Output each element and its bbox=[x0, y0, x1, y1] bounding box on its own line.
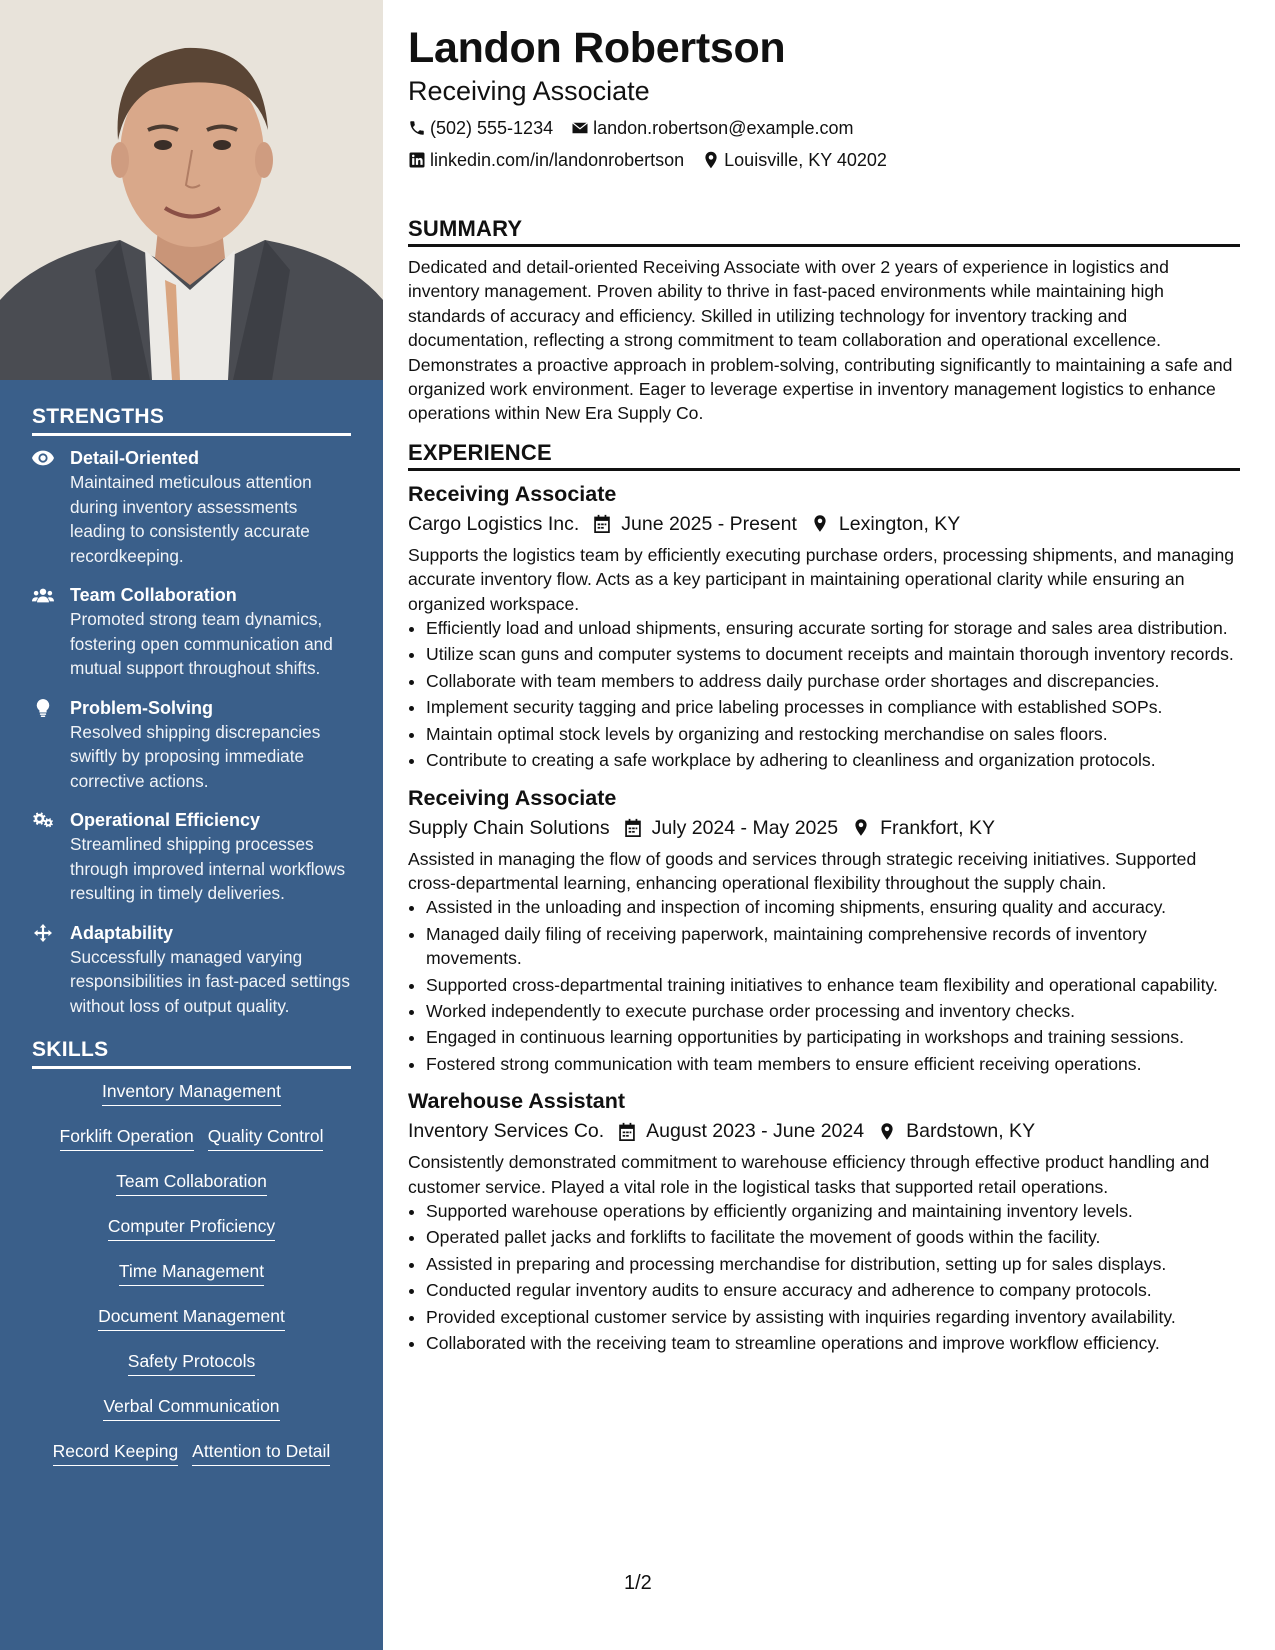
strength-title: Detail-Oriented bbox=[70, 448, 200, 468]
list-item: • Operated pallet jacks and forklifts to facilitate the movement of goods within the facility. bbox=[426, 1225, 1240, 1249]
strength-title: Adaptability bbox=[70, 922, 174, 943]
skill-tag: Attention to Detail bbox=[192, 1439, 330, 1466]
job-dates: July 2024 - May 2025 bbox=[651, 816, 839, 839]
location-text: Louisville, KY 40202 bbox=[724, 150, 887, 170]
job-meta bbox=[408, 1116, 1240, 1146]
summary-text: Dedicated and detail-oriented Receiving Associate with over 2 years of experience in logistics and inventory management. Proven ability to thrive in fast-paced environments while maintaining high standards of accuracy and efficiency. Skilled in utilizing technology for inventory tracking and documentation, reflecting a strong commitment to team collaboration and operational excellence. Demonstrates a proactive approach in problem-solving, contributing significantly to maintaining a safe and organized work environment. Eager to leverage expertise in inventory management logistics to enhance operations within New Era Supply Co. bbox=[408, 257, 1233, 424]
list-item: • Assisted in the unloading and inspection of incoming shipments, ensuring quality and accuracy. bbox=[426, 895, 1240, 919]
skills-section bbox=[32, 1038, 351, 1484]
gears-icon bbox=[32, 808, 70, 906]
list-item: • Supported warehouse operations by efficiently organizing and maintaining inventory levels. bbox=[426, 1199, 1240, 1223]
sidebar bbox=[0, 0, 383, 1650]
skills-heading: SKILLS bbox=[32, 1038, 351, 1069]
strengths-heading: STRENGTHS bbox=[32, 405, 351, 436]
main-content bbox=[408, 22, 1240, 1365]
skill-tag: Forklift Operation bbox=[60, 1124, 194, 1151]
summary-heading: SUMMARY bbox=[408, 216, 1240, 247]
job-description: Consistently demonstrated commitment to warehouse efficiency through effective product handling and customer service. Played a vital role in the logistical tasks that supported retail operations. bbox=[408, 1152, 1210, 1197]
linkedin-icon bbox=[408, 151, 426, 169]
phone-text[interactable]: (502) 555-1234 bbox=[430, 118, 554, 138]
job-bullets bbox=[408, 1199, 1240, 1355]
job-description: Assisted in managing the flow of goods and services through strategic receiving initiatives. Supported cross-departmental learning, enhancing operational flexibility throughout the supply chain. bbox=[408, 848, 1197, 893]
list-item: • Collaborate with team members to address daily purchase order shortages and discrepancies. bbox=[426, 669, 1240, 693]
list-item: • Utilize scan guns and computer systems to document receipts and maintain thorough inventory records. bbox=[426, 642, 1240, 666]
list-item: • Efficiently load and unload shipments, ensuring accurate sorting for storage and sales area distribution. bbox=[426, 616, 1240, 640]
job-entry bbox=[408, 1086, 1240, 1355]
skill-tag: Inventory Management bbox=[102, 1079, 281, 1106]
skill-tag: Computer Proficiency bbox=[108, 1214, 275, 1241]
map-pin-icon bbox=[878, 1122, 896, 1141]
job-title: Receiving Associate bbox=[408, 481, 617, 506]
envelope-icon bbox=[571, 119, 589, 137]
skill-tag: Quality Control bbox=[208, 1124, 324, 1151]
strength-desc: Promoted strong team dynamics, fostering open communication and mutual support throughout shifts. bbox=[70, 609, 333, 678]
experience-section bbox=[408, 440, 1240, 1356]
job-entry bbox=[408, 479, 1240, 773]
skill-tag: Record Keeping bbox=[53, 1439, 179, 1466]
experience-heading: EXPERIENCE bbox=[408, 440, 1240, 471]
list-item: • Implement security tagging and price labeling processes in compliance with established SOPs. bbox=[426, 695, 1240, 719]
strength-desc: Streamlined shipping processes through improved internal workflows resulting in timely deliveries. bbox=[70, 834, 346, 903]
calendar-icon bbox=[618, 1122, 636, 1141]
map-pin-icon bbox=[702, 151, 720, 169]
summary-section bbox=[408, 216, 1240, 426]
strength-desc: Resolved shipping discrepancies swiftly by proposing immediate corrective actions. bbox=[70, 721, 321, 791]
list-item: • Provided exceptional customer service by assisting with inquiries regarding inventory availability. bbox=[426, 1305, 1240, 1329]
list-item: • Fostered strong communication with team members to ensure efficient receiving operations. bbox=[426, 1052, 1240, 1076]
skill-tag: Team Collaboration bbox=[116, 1169, 267, 1196]
job-bullets bbox=[408, 616, 1240, 772]
job-dates: August 2023 - June 2024 bbox=[646, 1120, 865, 1143]
profile-photo bbox=[0, 0, 383, 380]
list-item: • Engaged in continuous learning opportunities by participating in workshops and training sessions. bbox=[426, 1025, 1240, 1049]
job-description: Supports the logistics team by efficiently executing purchase orders, processing shipments, and managing accurate inventory flow. Acts as a key participant in maintaining operational clarity while ensuring an organized workspace. bbox=[408, 544, 1235, 614]
candidate-name: Landon Robertson bbox=[408, 24, 786, 72]
linkedin-link[interactable]: linkedin.com/in/landonrobertson bbox=[430, 150, 685, 170]
list-item: • Worked independently to execute purchase order processing and inventory checks. bbox=[426, 999, 1240, 1023]
users-icon bbox=[32, 583, 70, 681]
list-item: • Supported cross-departmental training initiatives to enhance team flexibility and operational capability. bbox=[426, 973, 1240, 997]
contact-row bbox=[408, 144, 1240, 176]
email-link[interactable]: landon.robertson@example.com bbox=[593, 118, 854, 138]
strength-item bbox=[32, 808, 351, 906]
job-title: Warehouse Assistant bbox=[408, 1089, 626, 1114]
list-item: • Conducted regular inventory audits to ensure accuracy and adherence to company protocols. bbox=[426, 1278, 1240, 1302]
job-dates: June 2025 - Present bbox=[621, 512, 797, 535]
strength-desc: Maintained meticulous attention during inventory assessments leading to consistently accurate recordkeeping. bbox=[70, 472, 312, 566]
strength-item bbox=[32, 446, 351, 568]
job-company: Supply Chain Solutions bbox=[408, 816, 610, 839]
page-number: 1/2 bbox=[624, 1572, 652, 1594]
job-entry bbox=[408, 783, 1240, 1077]
candidate-title: Receiving Associate bbox=[408, 76, 650, 106]
arrows-move-icon bbox=[32, 921, 70, 1019]
strength-title: Operational Efficiency bbox=[70, 810, 261, 830]
calendar-icon bbox=[593, 514, 611, 533]
job-meta bbox=[408, 509, 1240, 539]
list-item: • Maintain optimal stock levels by organizing and restocking merchandise on sales floors. bbox=[426, 722, 1240, 746]
map-pin-icon bbox=[852, 818, 870, 837]
strength-desc: Successfully managed varying responsibilities in fast-paced settings without loss of output quality. bbox=[70, 946, 350, 1016]
lightbulb-icon bbox=[32, 696, 70, 794]
job-location: Frankfort, KY bbox=[880, 816, 995, 839]
job-company: Inventory Services Co. bbox=[408, 1120, 605, 1143]
job-meta bbox=[408, 813, 1240, 843]
list-item: • Managed daily filing of receiving paperwork, maintaining comprehensive records of inventory movements. bbox=[426, 922, 1240, 971]
list-item: • Collaborated with the receiving team to streamline operations and improve workflow efficiency. bbox=[426, 1331, 1240, 1355]
skill-tag: Safety Protocols bbox=[128, 1349, 255, 1376]
job-company: Cargo Logistics Inc. bbox=[408, 512, 580, 535]
job-bullets bbox=[408, 895, 1240, 1076]
sidebar-content bbox=[32, 405, 351, 1484]
strength-title: Team Collaboration bbox=[70, 585, 237, 605]
skill-tag: Document Management bbox=[98, 1304, 285, 1331]
phone-icon bbox=[408, 119, 426, 137]
skill-tag: Time Management bbox=[119, 1259, 264, 1286]
job-location: Lexington, KY bbox=[838, 512, 961, 535]
calendar-icon bbox=[624, 818, 642, 837]
strength-item bbox=[32, 583, 351, 681]
map-pin-icon bbox=[811, 514, 829, 533]
contact-row bbox=[408, 112, 1240, 144]
eye-icon bbox=[32, 446, 70, 568]
list-item: • Assisted in preparing and processing merchandise for distribution, setting up for sales displays. bbox=[426, 1252, 1240, 1276]
strength-item bbox=[32, 696, 351, 794]
job-location: Bardstown, KY bbox=[906, 1120, 1036, 1143]
strength-item bbox=[32, 921, 351, 1019]
list-item: • Contribute to creating a safe workplace by adhering to cleanliness and organization protocols. bbox=[426, 748, 1240, 772]
skill-tag: Verbal Communication bbox=[103, 1394, 279, 1421]
job-title: Receiving Associate bbox=[408, 785, 617, 810]
strength-title: Problem-Solving bbox=[70, 697, 214, 718]
